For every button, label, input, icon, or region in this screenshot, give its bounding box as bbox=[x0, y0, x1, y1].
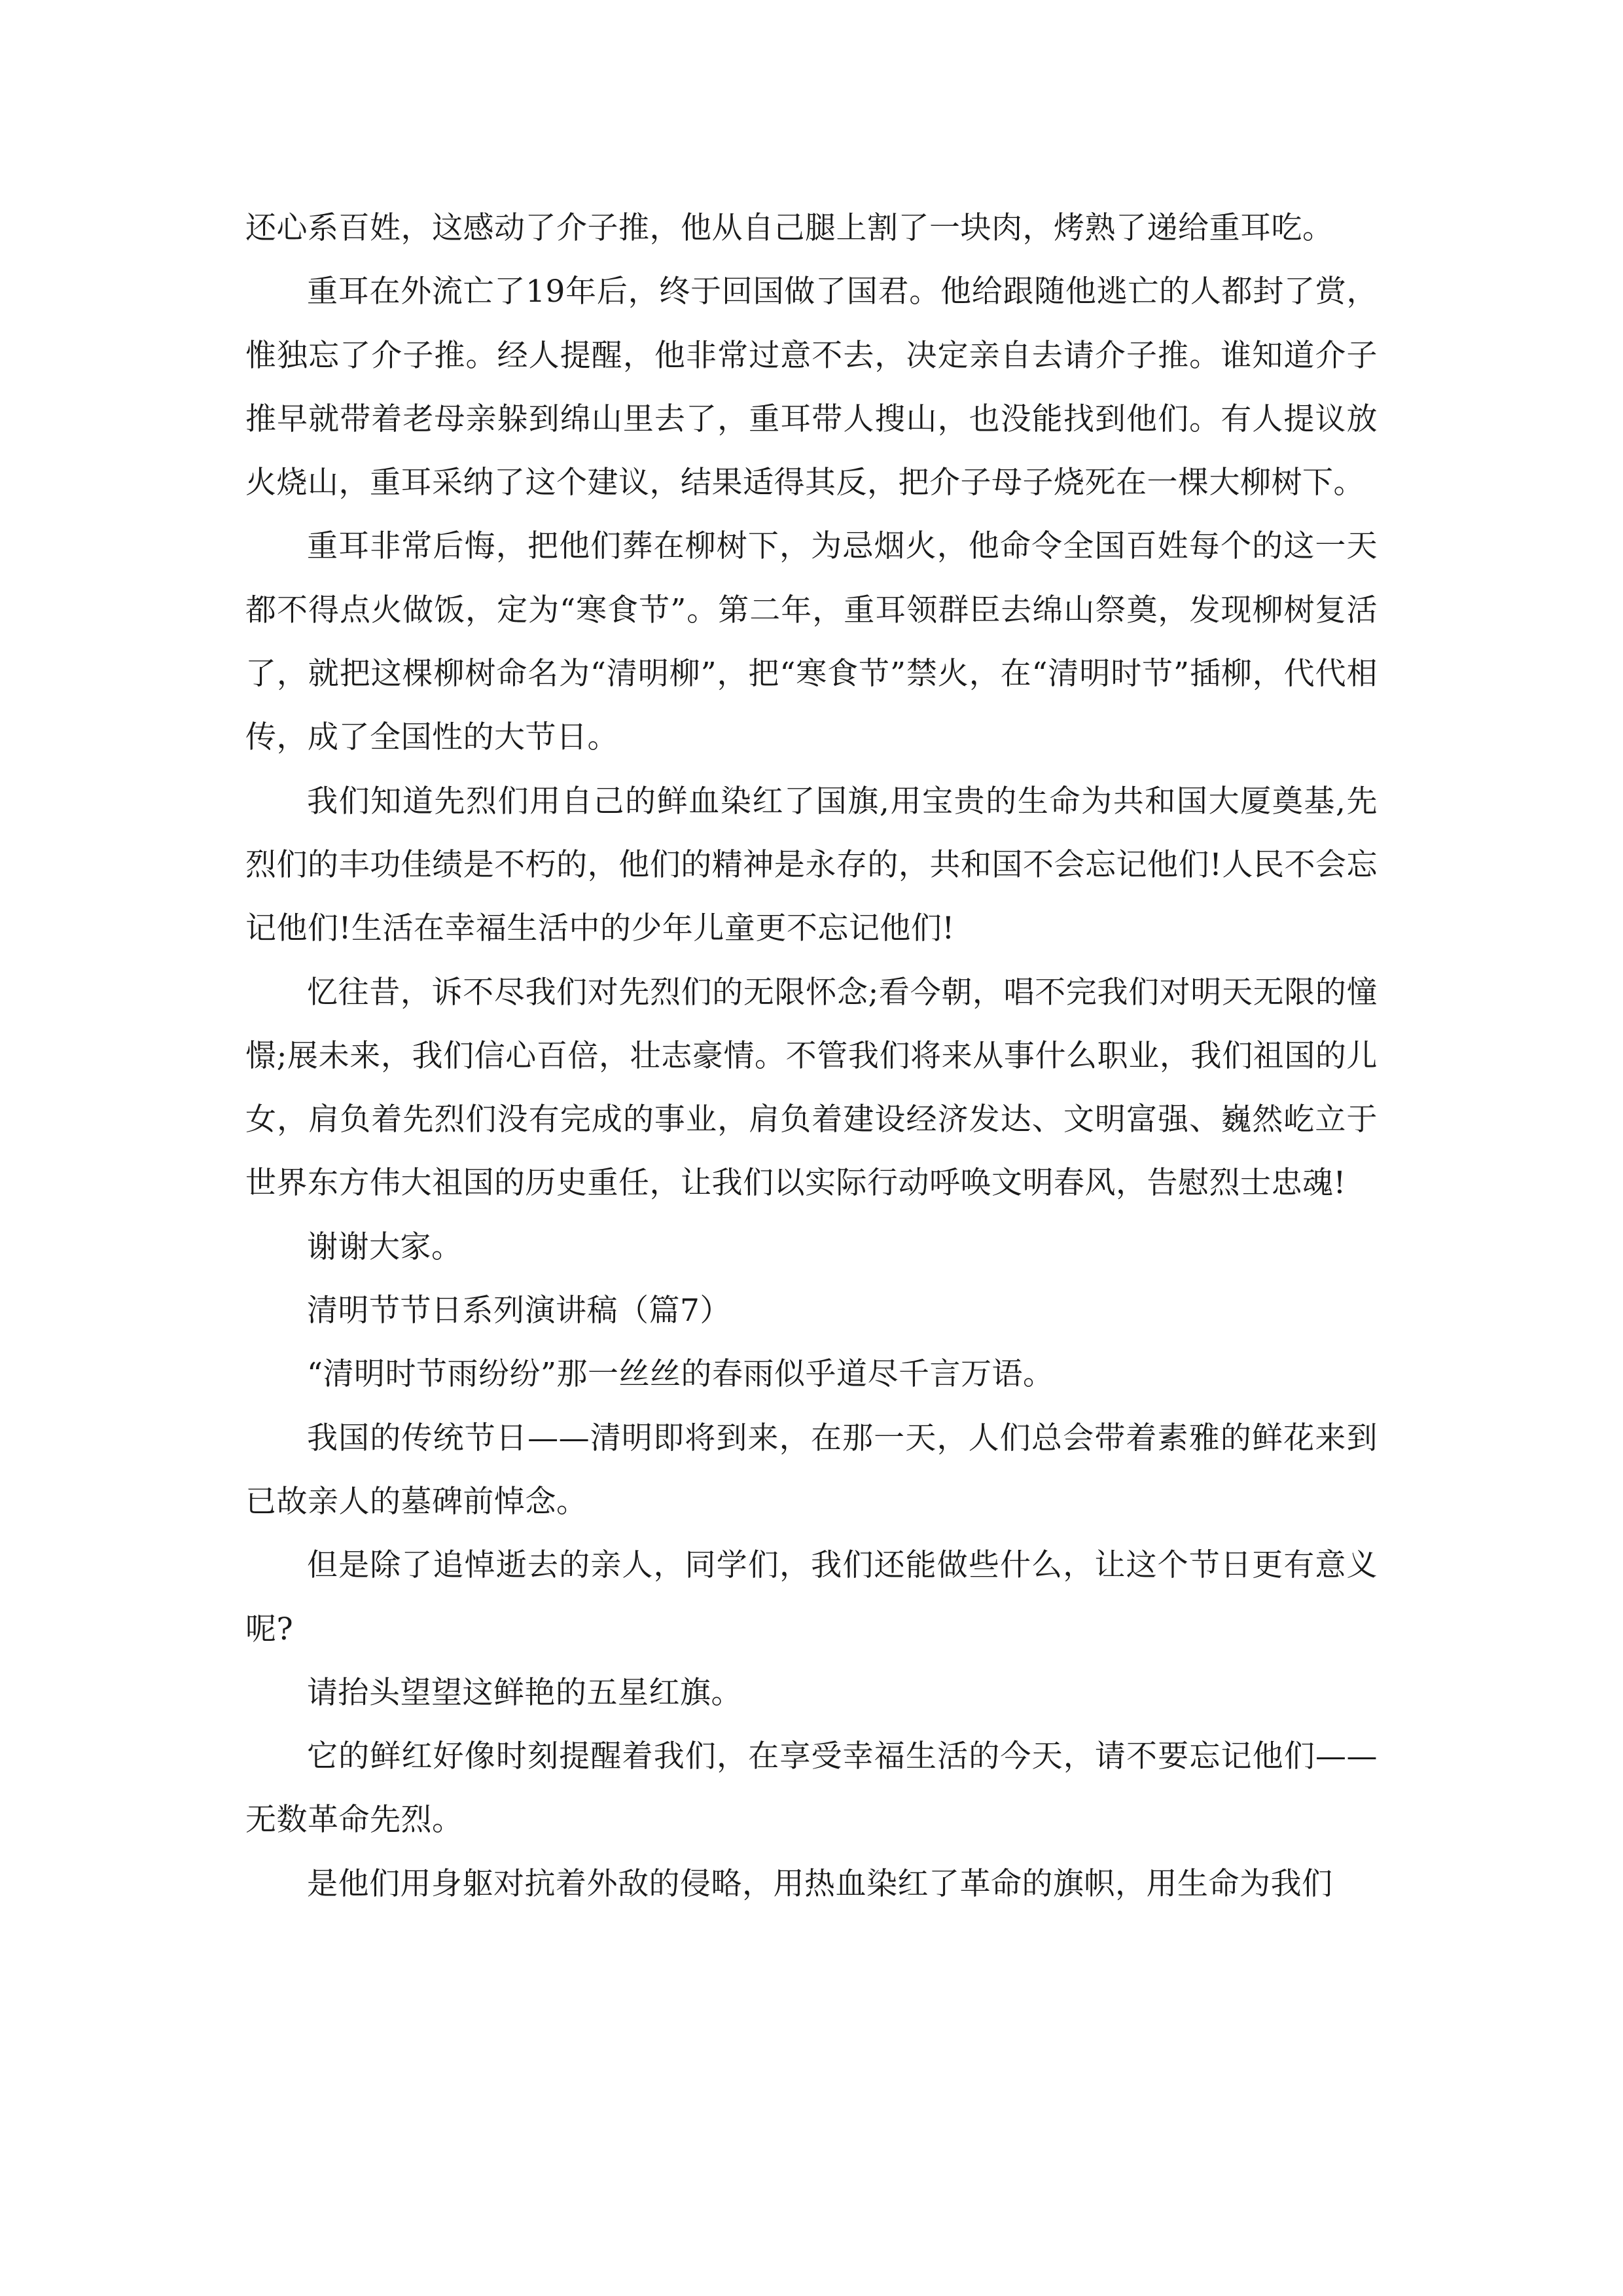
paragraph: 是他们用身躯对抗着外敌的侵略，用热血染红了革命的旗帜，用生命为我们 bbox=[307, 1865, 1333, 1902]
paragraph: 重耳非常后悔，把他们葬在柳树下，为忌烟火，他命令全国百姓每个的这一天都不得点火做饭，定为“寒食节”。第二年，重耳领群臣去绵山祭奠，发现柳树复活了，就把这棵柳树命名为“清明柳”，把“寒食节”禁火，在“清明时节”插柳，代代相传，成了全国性的大节日。 bbox=[245, 528, 1378, 756]
paragraph: 它的鲜红好像时刻提醒着我们，在享受幸福生活的今天，请不要忘记他们——无数革命先烈。 bbox=[245, 1738, 1378, 1839]
paragraph: “清明时节雨纷纷”那一丝丝的春雨似乎道尽千言万语。 bbox=[307, 1356, 1054, 1393]
paragraph: 重耳在外流亡了19年后，终于回国做了国君。他给跟随他逃亡的人都封了赏，惟独忘了介子推。经人提醒，他非常过意不去，决定亲自去请介子推。谁知道介子推早就带着老母亲躲到绵山里去了，重耳带人搜山，也没能找到他们。有人提议放火烧山，重耳采纳了这个建议，结果适得其反，把介子母子烧死在一棵大柳树下。 bbox=[245, 274, 1378, 501]
section-heading: 清明节节日系列演讲稿（篇7） bbox=[307, 1293, 731, 1329]
paragraph: 我国的传统节日——清明即将到来，在那一天，人们总会带着素雅的鲜花来到已故亲人的墓碑前悼念。 bbox=[245, 1420, 1378, 1520]
paragraph: 还心系百姓，这感动了介子推，他从自己腿上割了一块肉，烤熟了递给重耳吃。 bbox=[245, 210, 1334, 246]
paragraph: 忆往昔，诉不尽我们对先烈们的无限怀念;看今朝，唱不完我们对明天无限的憧憬;展未来，我们信心百倍，壮志豪情。不管我们将来从事什么职业，我们祖国的儿女，肩负着先烈们没有完成的事业，肩负着建设经济发达、文明富强、巍然屹立于世界东方伟大祖国的历史重任，让我们以实际行动呼唤文明春风，告慰烈士忠魂! bbox=[245, 974, 1378, 1202]
paragraph: 请抬头望望这鲜艳的五星红旗。 bbox=[307, 1674, 742, 1711]
paragraph: 但是除了追悼逝去的亲人，同学们，我们还能做些什么，让这个节日更有意义呢? bbox=[245, 1547, 1378, 1647]
paragraph: 谢谢大家。 bbox=[307, 1229, 463, 1265]
paragraph: 我们知道先烈们用自己的鲜血染红了国旗,用宝贵的生命为共和国大厦奠基,先烈们的丰功佳绩是不朽的，他们的精神是永存的，共和国不会忘记他们!人民不会忘记他们!生活在幸福生活中的少年儿童更不忘记他们! bbox=[245, 783, 1378, 947]
document-body bbox=[245, 196, 1378, 1916]
